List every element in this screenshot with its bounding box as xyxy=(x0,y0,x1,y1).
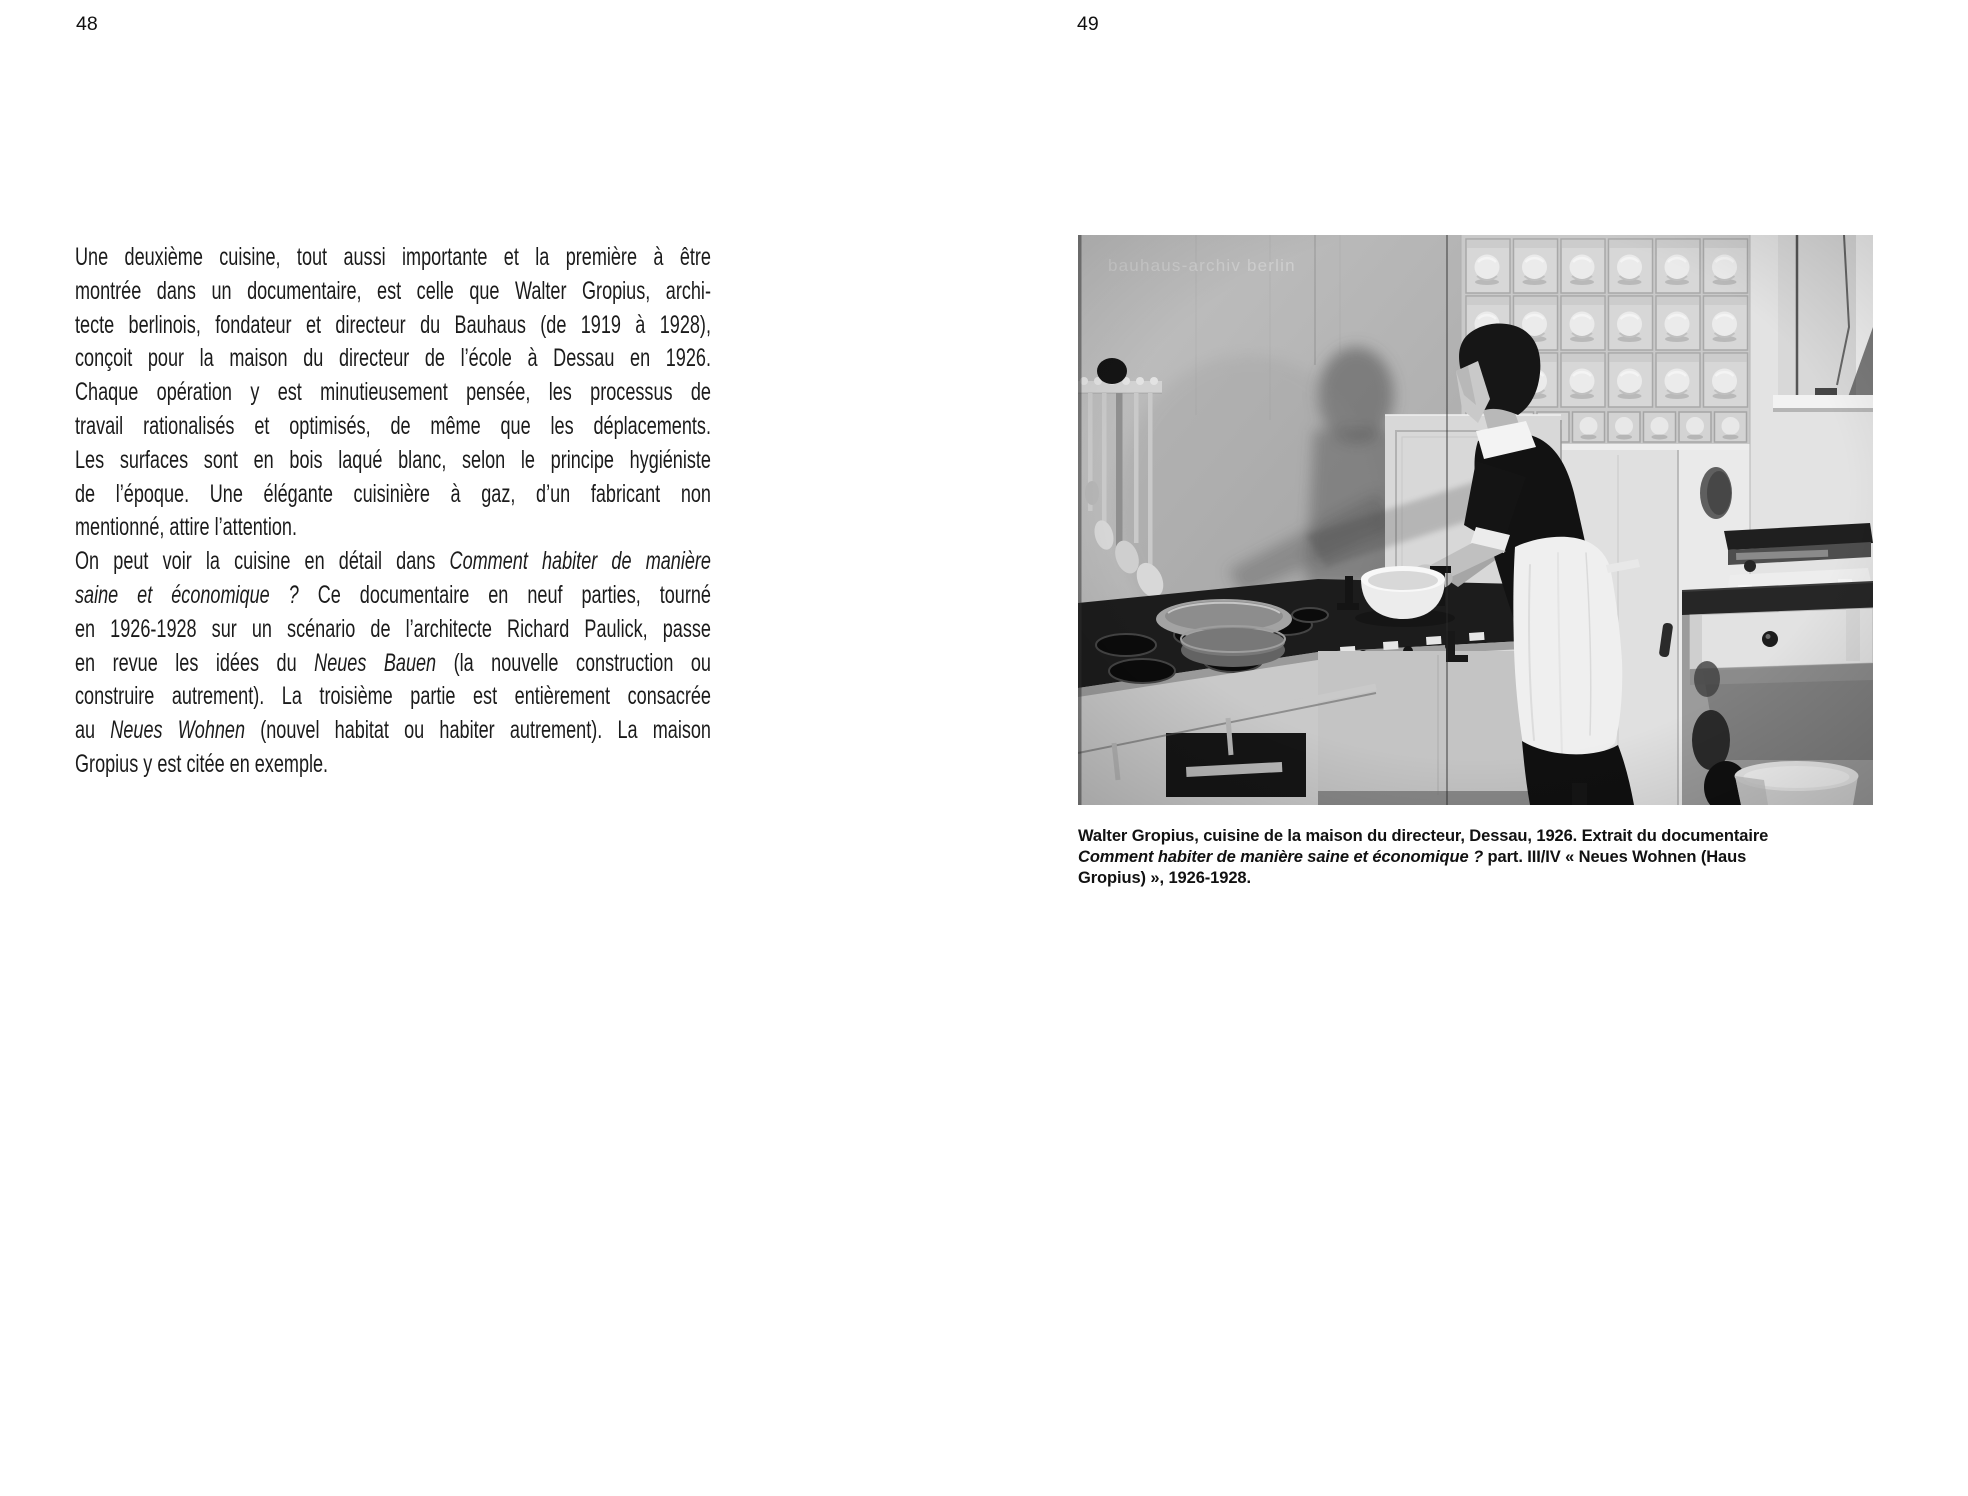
text-line: Une deuxième cuisine, tout aussi importante et la première à être xyxy=(75,243,711,271)
page-number-left: 48 xyxy=(76,13,98,35)
text-line: de l’époque. Une élégante cuisinière à gaz, d’un fabricant non xyxy=(75,479,711,508)
text-line: mentionné, attire l’attention. xyxy=(75,513,297,542)
text-line: Chaque opération y est minutieusement pensée, les processus de xyxy=(75,378,711,407)
text-line: Les surfaces sont en bois laqué blanc, selon le principe hygiéniste xyxy=(75,445,711,474)
text-line: saine et économique ? Ce documentaire en neuf parties, tourné xyxy=(75,580,711,609)
text-line: Gropius y est citée en exemple. xyxy=(75,749,329,778)
photo-figure xyxy=(1078,235,1873,805)
text-line: en 1926-1928 sur un scénario de l’architecte Richard Paulick, passe xyxy=(75,614,711,643)
text-line: travail rationalisés et optimisés, de même que les déplacements. xyxy=(75,411,711,440)
body-text-block xyxy=(75,241,711,782)
text-line: construire autrement). La troisième partie est entièrement consacrée xyxy=(75,682,711,711)
text-line: Comment habiter de manière saine et économique ? part. III/IV « Neues Wohnen (Haus xyxy=(1078,847,1747,866)
vignette-overlay xyxy=(1078,235,1873,805)
body-paragraph-2 xyxy=(75,545,711,782)
text-line: Gropius) », 1926-1928. xyxy=(1078,868,1251,887)
text-line: conçoit pour la maison du directeur de l’école à Dessau en 1926. xyxy=(75,344,711,373)
page-number-right: 49 xyxy=(1077,13,1099,35)
text-line: montrée dans un documentaire, est celle que Walter Gropius, archi- xyxy=(75,276,711,305)
text-line: Walter Gropius, cuisine de la maison du directeur, Dessau, 1926. Extrait du documentaire xyxy=(1078,827,1769,845)
text-line: en revue les idées du Neues Bauen (la nouvelle construction ou xyxy=(75,648,711,677)
photo-caption xyxy=(1078,826,1898,888)
text-line: On peut voir la cuisine en détail dans Comment habiter de manière xyxy=(75,547,711,576)
text-line: tecte berlinois, fondateur et directeur du Bauhaus (de 1919 à 1928), xyxy=(75,310,711,339)
text-line: au Neues Wohnen (nouvel habitat ou habiter autrement). La maison xyxy=(75,716,711,745)
body-paragraph-1 xyxy=(75,241,711,545)
kitchen-photo-still xyxy=(1078,235,1873,805)
